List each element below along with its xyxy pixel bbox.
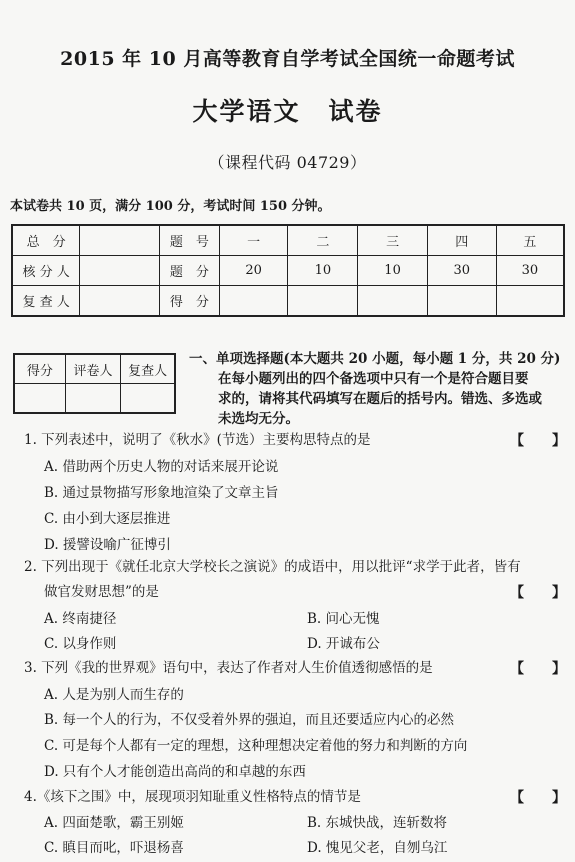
subject-title — [0, 92, 575, 128]
table-cell: 一 — [219, 225, 288, 256]
table-cell: 30 — [496, 256, 564, 286]
table-header: 复查人 — [121, 354, 175, 384]
question-stem: 1. 下列表述中，说明了《秋水》(节选）主要构思特点的是 — [24, 432, 371, 448]
table-row — [12, 286, 564, 317]
score-field[interactable] — [427, 286, 496, 317]
table-row — [12, 225, 564, 256]
table-cell: 复 查 人 — [12, 286, 80, 317]
option-b: B. 通过景物描写形象地渲染了文章主旨 — [44, 485, 279, 501]
score-field[interactable] — [14, 384, 65, 414]
option-a: A. 人是为别人而生存的 — [44, 687, 184, 703]
option-a: A. 终南捷径 — [44, 611, 117, 627]
question-stem: 3. 下列《我的世界观》语句中，表达了作者对人生价值透彻感悟的是 — [24, 660, 433, 676]
subject-name: 大学语文 — [192, 97, 301, 126]
option-d: D. 开诚布公 — [307, 636, 380, 652]
section-instruction-line: 未选均无分。 — [218, 411, 299, 427]
exam-instructions: 本试卷共 10 页，满分 100 分，考试时间 150 分钟。 — [10, 199, 331, 214]
answer-bracket[interactable]: 【 】 — [510, 661, 566, 677]
score-field[interactable] — [358, 286, 428, 317]
answer-bracket[interactable]: 【 】 — [510, 585, 566, 601]
table-cell: 题 分 — [159, 256, 219, 286]
table-cell: 总 分 — [12, 225, 80, 256]
table-cell: 三 — [358, 225, 428, 256]
option-a: A. 借助两个历史人物的对话来展开论说 — [44, 459, 279, 475]
answer-bracket[interactable]: 【 】 — [510, 433, 566, 449]
option-a: A. 四面楚歌，霸王别姬 — [44, 815, 184, 831]
table-cell: 核 分 人 — [12, 256, 80, 286]
table-row — [12, 256, 564, 286]
table-header: 评卷人 — [65, 354, 120, 384]
table-cell: 四 — [427, 225, 496, 256]
total-score-field[interactable] — [80, 225, 160, 256]
option-c: C. 可是每个人都有一定的理想，这种理想决定着他的努力和判断的方向 — [44, 738, 468, 754]
answer-bracket[interactable]: 【 】 — [510, 790, 566, 806]
score-field[interactable] — [288, 286, 358, 317]
reviewer-field[interactable] — [80, 286, 160, 317]
table-cell: 10 — [358, 256, 428, 286]
reviewer-field[interactable] — [121, 384, 175, 414]
option-d: D. 愧见父老，自刎乌江 — [307, 840, 448, 856]
table-cell: 题 号 — [159, 225, 219, 256]
subject-suffix: 试卷 — [328, 97, 383, 126]
option-b: B. 东城快战，连斩数将 — [307, 815, 448, 831]
option-c: C. 瞋目而叱，吓退杨喜 — [44, 840, 184, 856]
option-d: D. 只有个人才能创造出高尚的和卓越的东西 — [44, 764, 306, 780]
score-field[interactable] — [496, 286, 564, 317]
table-cell: 20 — [219, 256, 288, 286]
table-cell: 30 — [427, 256, 496, 286]
option-b: B. 问心无愧 — [307, 611, 380, 627]
question-stem: 4.《垓下之围》中，展现项羽知耻重义性格特点的情节是 — [24, 789, 361, 805]
table-cell: 10 — [288, 256, 358, 286]
table-row — [14, 354, 175, 384]
table-cell: 五 — [496, 225, 564, 256]
score-field[interactable] — [219, 286, 288, 317]
option-d: D. 援譬设喻广征博引 — [44, 537, 171, 553]
exam-title: 2015 年 10 月高等教育自学考试全国统一命题考试 — [60, 48, 515, 70]
option-c: C. 由小到大逐层推进 — [44, 511, 171, 527]
question-stem: 2. 下列出现于《就任北京大学校长之演说》的成语中，用以批评“求学于此者，皆有 — [24, 559, 521, 575]
section-heading: 一、单项选择题(本大题共 20 小题，每小题 1 分，共 20 分) — [189, 351, 561, 367]
course-code: （课程代码 04729） — [208, 153, 367, 172]
table-row — [14, 384, 175, 414]
checker-field[interactable] — [80, 256, 160, 286]
option-b: B. 每一个人的行为，不仅受着外界的强迫，而且还要适应内心的必然 — [44, 712, 455, 728]
section-instruction-line: 求的，请将其代码填写在题后的括号内。错选、多选或 — [218, 391, 542, 407]
question-stem-continued: 做官发财思想”的是 — [44, 584, 159, 600]
grader-field[interactable] — [65, 384, 120, 414]
table-cell: 得 分 — [159, 286, 219, 317]
option-c: C. 以身作则 — [44, 636, 117, 652]
reviewer-table — [13, 353, 176, 414]
section-instruction-line: 在每小题列出的四个备选项中只有一个是符合题目要 — [218, 371, 529, 387]
table-cell: 二 — [288, 225, 358, 256]
table-header: 得分 — [14, 354, 65, 384]
score-table — [11, 224, 565, 317]
